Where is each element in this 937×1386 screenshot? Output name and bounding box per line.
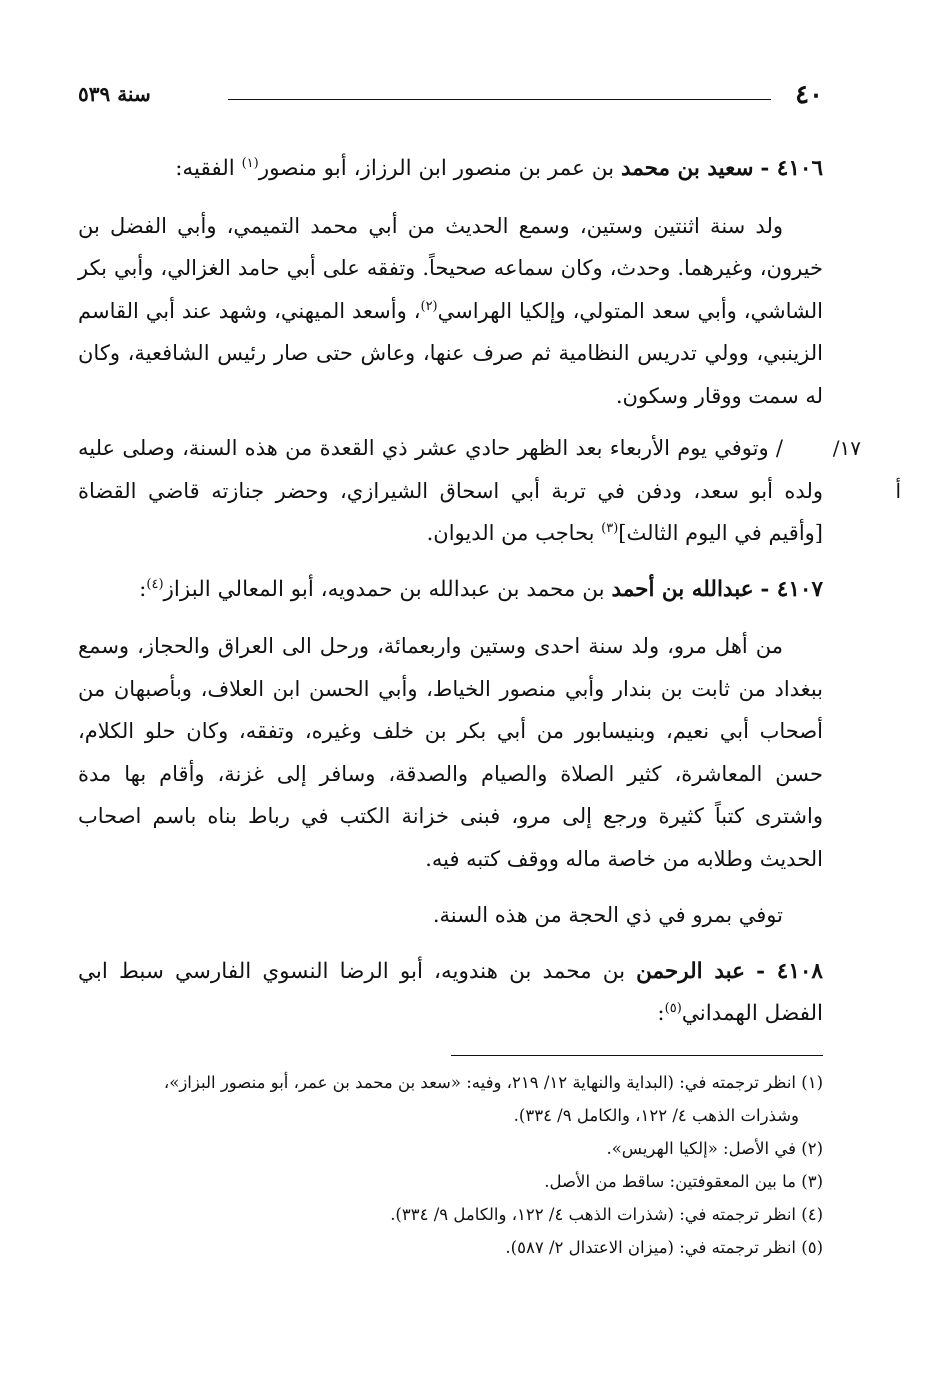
footnote-2: (٢) في الأصل: «إلكيا الهريس». [606, 1139, 823, 1158]
footnote-4: (٤) انظر ترجمته في: (شذرات الذهب ٤/ ١٢٢، والكامل ٩/ ٣٣٤). [390, 1205, 823, 1224]
footnote-3: (٣) ما بين المعقوفتين: ساقط من الأصل. [544, 1172, 823, 1191]
footnote-ref[interactable]: (٢) [420, 298, 438, 314]
year-label: سنة ٥٣٩ [78, 82, 151, 106]
footnote-5: (٥) انظر ترجمته في: (ميزان الاعتدال ٢/ ٥٨٧). [505, 1238, 823, 1257]
entry-4106-biography: ولد سنة اثنتين وستين، وسمع الحديث من أبي محمد التميمي، وأبي الفضل بن خيرون، وغيرهما. وحدث، وكان سماعه صحيحاً. وتفقه على أبي حامد الغزالي، وأبي بكر الشاشي، وأبي سعد المتولي، وإلكيا الهراسي$^{(٢)}$، وأسعد الميهني، وشهد عند أبي القاسم الزينبي، وولي تدريس النظامية ثم صرف عنها، وعاش حتى صار رئيس الشافعية، وكان له سمت ووقار وسكون. [78, 213, 824, 408]
footnote-ref[interactable]: (٥) [664, 1001, 682, 1016]
entry-4106-death: ١٧/أ / وتوفي يوم الأربعاء بعد الظهر حادي عشر ذي القعدة من هذه السنة، وصلى عليه ولده أبو سعد، ودفن في تربة أبي اسحاق الشيرازي، وحضر جنازته قاضي القضاة [وأقيم في اليوم الثالث]$^{(٣)}$ بحاجب من الديوان. [78, 427, 823, 555]
footnote-1: (١) انظر ترجمته في: (البداية والنهاية ١٢/ ٢١٩، وفيه: «سعد بن محمد بن عمر، أبو منصور البزاز»، [163, 1073, 823, 1092]
entry-name: سعيد بن محمد [620, 156, 754, 181]
footnote-ref[interactable]: (٣) [601, 521, 619, 536]
entry-name: عبد الرحمن [636, 958, 745, 984]
footnote-1-continued: وشذرات الذهب ٤/ ١٢٢، والكامل ٩/ ٣٣٤). [513, 1106, 799, 1125]
entry-4108-heading: ٤١٠٨ - عبد الرحمن بن محمد بن هندويه، أبو الرضا النسوي الفارسي سبط ابي الفضل الهمداني$^{(٥)}$: [78, 958, 823, 1026]
footnote-ref[interactable]: (٤) [146, 576, 164, 592]
main-text [78, 148, 901, 1050]
entry-4107-biography: من أهل مرو، ولد سنة احدى وستين واربعمائة، ورحل الى العراق والحجاز، وسمع ببغداد من ثابت بن بندار وأبي منصور الخياط، وأبي الحسن ابن العلاف، وبأصبهان من أصحاب أبي نعيم، وبنيسابور من أبي بكر بن خلف وغيره، وتفقه، وكان حلو الكلام، حسن المعاشرة، كثير الصلاة والصيام والصدقة، وسافر إلى غزنة، وأقام بها مدة واشترى كتباً كثيرة ورجع إلى مرو، فبنى خزانة الكتب في رباط بناه باسم اصحاب الحديث وطلابه من خاصة ماله ووقف كتبه فيه. [78, 634, 823, 871]
entry-4107-heading: ٤١٠٧ - عبدالله بن أحمد بن محمد بن عبدالله بن حمدويه، أبو المعالي البزاز$^{(٤)}$: [139, 576, 823, 602]
entry-4107-death: توفي بمرو في ذي الحجة من هذه السنة. [432, 903, 783, 927]
running-header [78, 80, 823, 112]
footnote-ref[interactable]: (١) [241, 156, 259, 171]
header-rule [228, 99, 771, 100]
page-number: ٤٠ [795, 80, 823, 110]
entry-name: عبدالله بن أحمد [611, 576, 754, 602]
entry-4106-heading: ٤١٠٦ - سعيد بن محمد بن عمر بن منصور ابن الرزاز، أبو منصور$^{(١)}$ الفقيه: [175, 156, 823, 181]
footnotes [78, 1066, 823, 1264]
manuscript-folio-note: ١٧/أ [832, 436, 901, 503]
footnote-separator [451, 1055, 823, 1056]
